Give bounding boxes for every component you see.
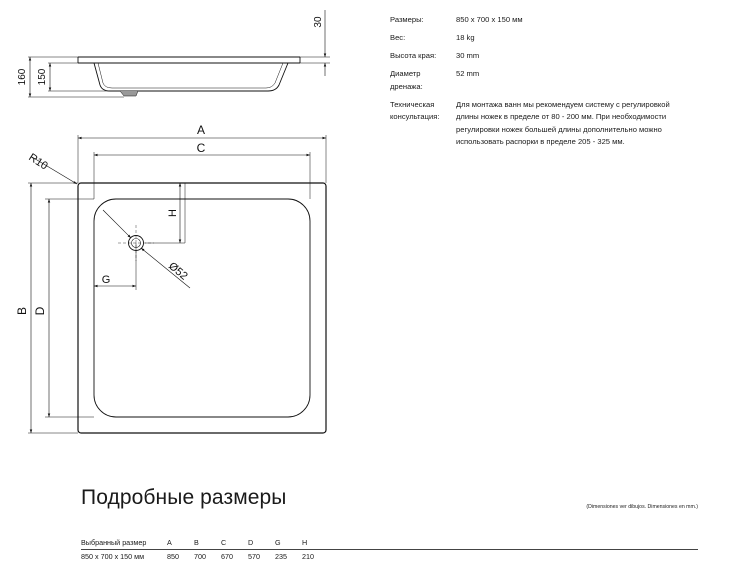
- dimensions-note: (Dimensiones ver dibujos. Dimensiones en mm.): [586, 504, 698, 510]
- table-cell: 235: [275, 552, 287, 561]
- spec-row-weight: [390, 32, 710, 45]
- table-cell: 700: [194, 552, 206, 561]
- spec-list: [390, 14, 710, 154]
- dim-label-drain: Ø52: [166, 260, 190, 283]
- dim-label-160: 160: [17, 68, 28, 86]
- column-header-d: D: [248, 538, 254, 547]
- spec-row-rim-height: [390, 50, 710, 63]
- column-header-size: Выбранный размер: [81, 538, 147, 547]
- spec-label: Размеры:: [390, 15, 424, 24]
- dim-label-d: D: [33, 306, 47, 316]
- spec-row-size: [390, 14, 710, 27]
- spec-label: Высота края:: [390, 51, 437, 60]
- table-cell: 570: [248, 552, 260, 561]
- table-cell: 850: [167, 552, 179, 561]
- dim-label-150: 150: [37, 68, 48, 86]
- column-header-a: A: [167, 538, 172, 547]
- spec-label: Диаметр дренажа:: [390, 69, 423, 91]
- dim-label-30: 30: [313, 16, 324, 28]
- side-profile: [28, 10, 330, 97]
- spec-label: Вес:: [390, 33, 406, 42]
- dimensions-table: [81, 536, 698, 563]
- dim-label-a: A: [196, 123, 206, 137]
- column-header-h: H: [302, 538, 308, 547]
- spec-value: Для монтажа ванн мы рекомендуем систему с регулировкой длины ножек в пределе от 80 - 200 мм. При необходимости регулировки ножек большей длины дополнительно можно использовать распорки в пределе 205 - 325 мм.: [456, 99, 670, 146]
- spec-row-technical-advice: [390, 99, 710, 149]
- column-header-c: C: [221, 538, 227, 547]
- spec-label: Техническая консультация:: [390, 99, 440, 121]
- spec-value: 30 mm: [456, 51, 480, 60]
- column-header-b: B: [194, 538, 199, 547]
- technical-drawing: [0, 0, 340, 450]
- table-row: [81, 550, 698, 564]
- spec-value: 18 kg: [456, 33, 475, 42]
- table-cell: 210: [302, 552, 314, 561]
- spec-value: 850 x 700 x 150 мм: [456, 15, 523, 24]
- dim-label-b: B: [15, 306, 29, 316]
- table-cell: 850 x 700 x 150 мм: [81, 552, 145, 561]
- section-title: Подробные размеры: [81, 486, 287, 509]
- spec-row-drain-diameter: [390, 68, 710, 93]
- table-header-row: [81, 536, 698, 550]
- dim-label-c: C: [196, 141, 206, 155]
- dim-label-r10: R10: [26, 151, 50, 173]
- top-view: [28, 135, 326, 433]
- column-header-g: G: [275, 538, 281, 547]
- dim-label-g: G: [101, 274, 111, 286]
- dim-label-h: H: [167, 209, 179, 217]
- table-cell: 670: [221, 552, 233, 561]
- spec-value: 52 mm: [456, 69, 480, 78]
